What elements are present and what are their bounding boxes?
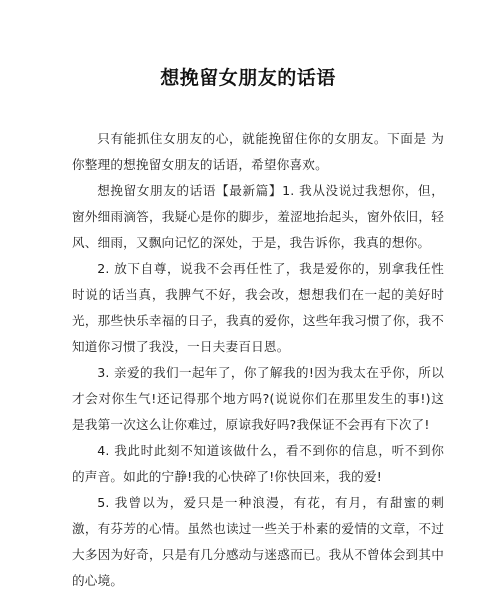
article-body [72,126,444,594]
paragraph-4: 4. 我此时此刻不知道该做什么，看不到你的信息，听不到你的声音。如此的宁静!我的心快碎了!你快回来，我的爱! [72,443,444,484]
paragraph-1: 想挽留女朋友的话语【最新篇】1. 我从没说过我想你，但，窗外细雨滴答，我疑心是你的脚步，羞涩地抬起头，窗外依旧，轻风、细雨，又飘向记忆的深处，于是，我告诉你，我真的想你。 [72,183,444,250]
paragraph-2: 2. 放下自尊，说我不会再任性了，我是爱你的，别拿我任性时说的话当真，我脾气不好，我会改，想想我们在一起的美好时光，那些快乐幸福的日子，我真的爱你，这些年我习惯了你，我不知道你习惯了我没，一日夫妻百日恩。 [72,261,444,354]
paragraph-3: 3. 亲爱的我们一起年了，你了解我的!因为我太在乎你，所以才会对你生气!还记得那个地方吗?(说说你们在那里发生的事!)这是我第一次这么让你难过，原谅我好吗?我保证不会再有下次了! [72,365,444,432]
article-title: 想挽留女朋友的话语 [160,67,336,89]
paragraph-5: 5. 我曾以为，爱只是一种浪漫，有花，有月，有甜蜜的刺激，有芬芳的心情。虽然也读过一些关于朴素的爱情的文章，不过大多因为好奇，只是有几分感动与迷惑而已。我从不曾体会到其中的心境。 [72,495,444,588]
intro-paragraph: 只有能抓住女朋友的心，就能挽留住你的女朋友。下面是 为你整理的想挽留女朋友的话语，希望你喜欢。 [72,131,444,172]
